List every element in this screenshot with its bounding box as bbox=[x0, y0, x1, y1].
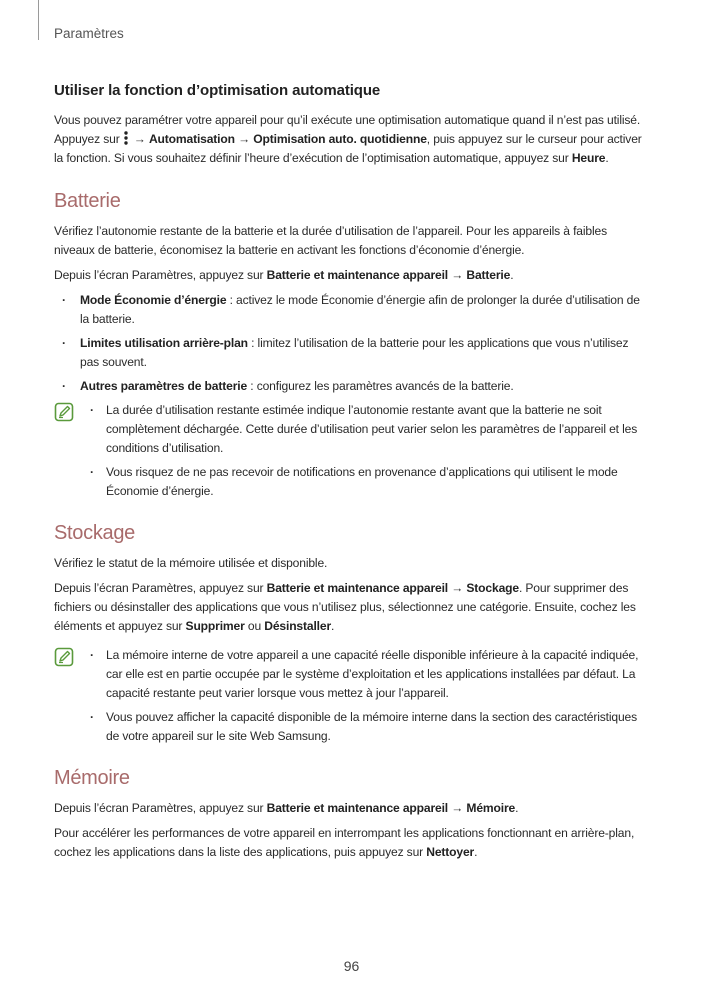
memoire-paragraph: Pour accélérer les performances de votre appareil en interrompant les applications fonctionnant en arrière-plan, cochez les applications dans la liste des applications, puis appuyez sur Nettoyer. bbox=[54, 826, 635, 859]
batterie-note bbox=[54, 401, 650, 501]
note-item: · La mémoire interne de votre appareil a une capacité réelle disponible inférieure à la capacité indiquée, car elle est en partie occupée par le système d’exploitation et les applications installées par défaut. La capacité restante peut varier lorsque vous mettez à jour l’appareil. bbox=[80, 646, 650, 703]
note-item: · Vous risquez de ne pas recevoir de notifications en provenance d’applications qui utilisent le mode Économie d’énergie. bbox=[80, 463, 650, 501]
stockage-title: Stockage bbox=[54, 522, 135, 544]
auto-optimisation-paragraph: Vous pouvez paramétrer votre appareil pour qu’il exécute une optimisation automatique quand il n’est pas utilisé. Appuyez sur → Automatisation → Optimisation auto. quotidienne, puis appuyez sur le curseur pour activer la fonction. Si vous souhaitez définir l’heure d’exécution de l’optimisation automatique, appuyez sur Heure. bbox=[54, 113, 642, 165]
running-header: Paramètres bbox=[54, 26, 124, 41]
note-pencil-icon bbox=[54, 402, 74, 422]
batterie-intro: Vérifiez l’autonomie restante de la batterie et la durée d’utilisation de l’appareil. Pour les appareils à faibles niveaux de batterie, économisez la batterie en activant les fonctions d’économie d’énergie. bbox=[54, 224, 607, 257]
stockage-path: Depuis l’écran Paramètres, appuyez sur Batterie et maintenance appareil → Stockage. Pour supprimer des fichiers ou désinstaller des applications que vous n’utilisez plus, sélectionnez une catégorie. Ensuite, cochez les éléments et appuyez sur Supprimer ou Désinstaller. bbox=[54, 581, 636, 633]
note-item: · La durée d’utilisation restante estimée indique l’autonomie restante avant que la batterie ne soit complètement déchargée. Cette durée d’utilisation peut varier selon les paramètres de l’appareil et les conditions d’utilisation. bbox=[80, 401, 650, 458]
list-item: · Autres paramètres de batterie : configurez les paramètres avancés de la batterie. bbox=[54, 377, 650, 396]
batterie-path: Depuis l’écran Paramètres, appuyez sur Batterie et maintenance appareil → Batterie. bbox=[54, 268, 514, 282]
page-number: 96 bbox=[343, 958, 360, 974]
more-options-icon bbox=[123, 131, 129, 145]
batterie-title: Batterie bbox=[54, 190, 121, 212]
note-item: · Vous pouvez afficher la capacité disponible de la mémoire interne dans la section des caractéristiques de votre appareil sur le site Web Samsung. bbox=[80, 708, 650, 746]
list-item: · Limites utilisation arrière-plan : limitez l’utilisation de la batterie pour les applications que vous n’utilisez pas souvent. bbox=[54, 334, 650, 372]
auto-optimisation-heading: Utiliser la fonction d’optimisation automatique bbox=[54, 82, 381, 99]
memoire-title: Mémoire bbox=[54, 767, 130, 789]
note-pencil-icon bbox=[54, 647, 74, 667]
stockage-note bbox=[54, 646, 650, 746]
memoire-path: Depuis l’écran Paramètres, appuyez sur Batterie et maintenance appareil → Mémoire. bbox=[54, 801, 519, 815]
list-item: · Mode Économie d’énergie : activez le mode Économie d’énergie afin de prolonger la durée d’utilisation de la batterie. bbox=[54, 291, 650, 329]
stockage-intro: Vérifiez le statut de la mémoire utilisée et disponible. bbox=[54, 556, 328, 570]
batterie-options-list bbox=[54, 291, 650, 396]
page-content bbox=[54, 82, 650, 868]
header-rule bbox=[38, 0, 39, 40]
